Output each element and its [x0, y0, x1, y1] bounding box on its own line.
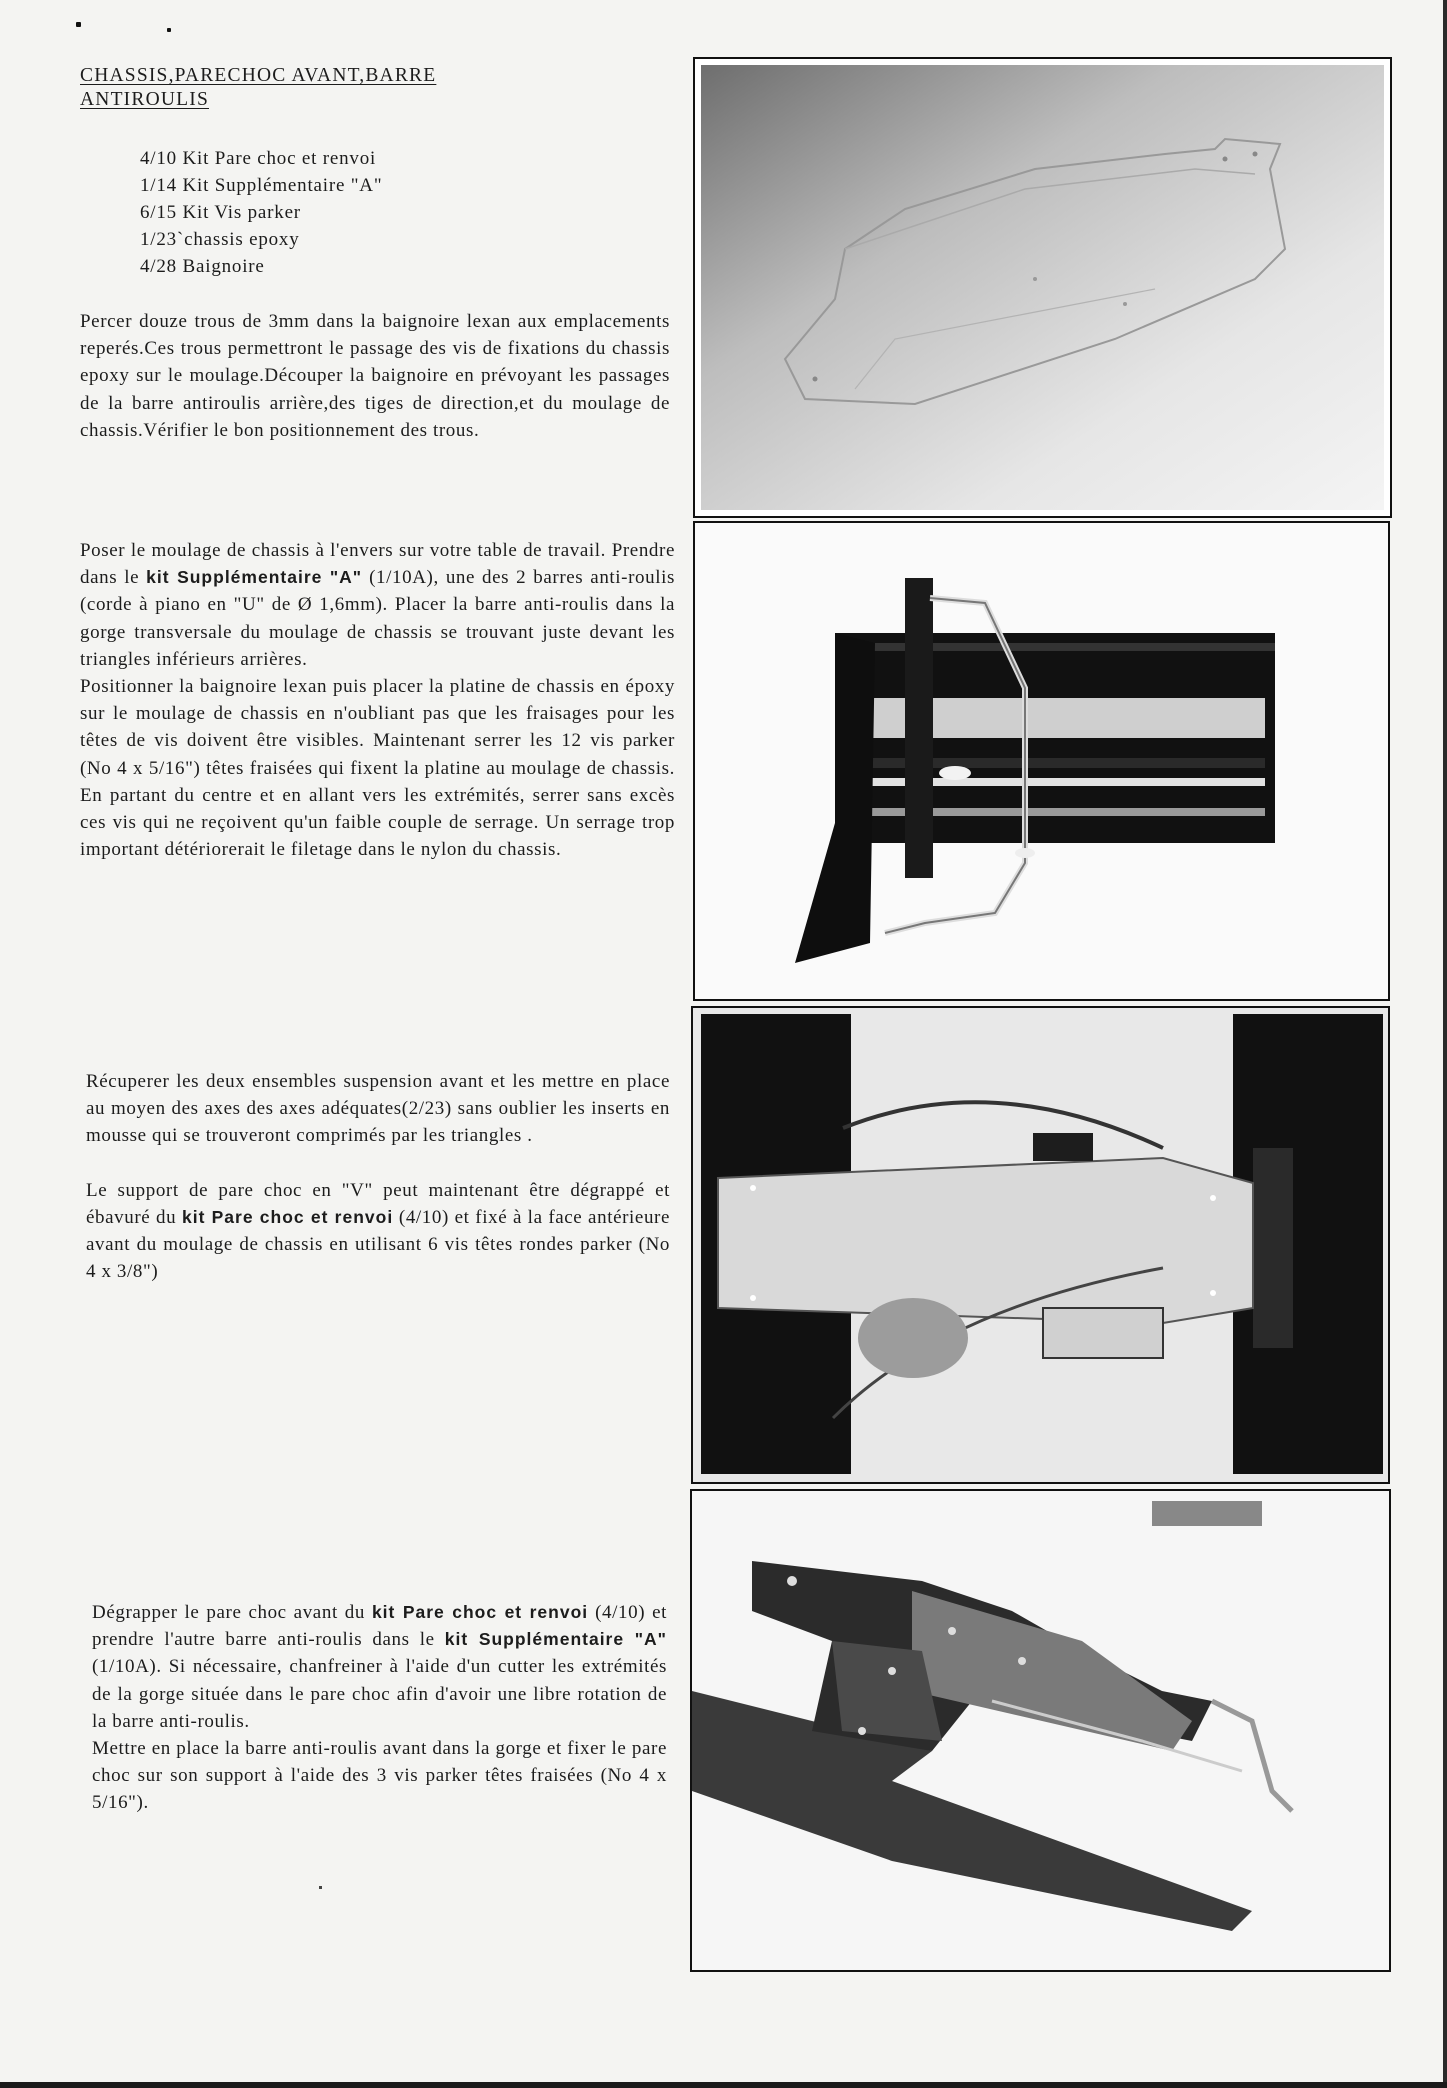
step4-kit-name-2: kit Supplémentaire "A"	[444, 1629, 667, 1650]
section-title: CHASSIS,PARECHOC AVANT,BARRE ANTIROULIS	[80, 65, 437, 110]
stray-mark	[319, 1886, 322, 1889]
step2-paragraph-b: Positionner la baignoire lexan puis placer la platine de chassis en époxy sur le moulage de chassis en n'oubliant pas que les fraisages pour les têtes de vis doivent être visibles. Maintenant serrer les 12 vis parker (No 4 x 5/16") têtes fraisées qui fixent la platine au moulage de chassis. En partant du centre et en allant vers les extrémités, serrer sans excès ces vis qui ne reçoivent qu'un faible couple de serrage. Un serrage trop important détériorerait le filetage dans le nylon du chassis.	[80, 676, 675, 861]
punch-mark-right	[167, 28, 171, 32]
step4-kit-name-1: kit Pare choc et renvoi	[371, 1602, 589, 1622]
step2-kit-name: kit Supplémentaire "A"	[146, 567, 363, 588]
scan-edge-right	[1443, 0, 1447, 2088]
photo-lexan-tub	[693, 57, 1392, 518]
step3-kit-name: kit Pare choc et renvoi	[181, 1206, 394, 1227]
parts-list-item: 4/28 Baignoire	[140, 256, 265, 277]
photo-front-bumper	[690, 1489, 1391, 1972]
parts-list-item: 6/15 Kit Vis parker	[140, 202, 301, 223]
step2-text	[80, 537, 675, 863]
step3-paragraph-b: Le support de pare choc en "V" peut maintenant être dégrappé et ébavuré du kit Pare choc et renvoi (4/10) et fixé à la face antérieure avant du moulage de chassis en utilisant 6 vis têtes rondes parker (No 4 x 3/8")	[86, 1179, 671, 1283]
step1-paragraph: Percer douze trous de 3mm dans la baignoire lexan aux emplacements reperés.Ces trous permettront le passage des vis de fixations du chassis epoxy sur le moulage.Découper la baignoire en prévoyant les passages de la barre antiroulis arrière,des tiges de direction,et du moulage de chassis.Vérifier le bon positionnement des trous.	[80, 311, 670, 441]
step2-paragraph-a: Poser le moulage de chassis à l'envers sur votre table de travail. Prendre dans le kit Supplémentaire "A" (1/10A), une des 2 barres anti-roulis (corde à piano en "U" de Ø 1,6mm). Placer la barre anti-roulis dans la gorge transversale du moulage de chassis se trouvant juste devant les triangles inférieurs arrières.	[80, 540, 675, 670]
step4-paragraph-a: Dégrapper le pare choc avant du kit Pare choc et renvoi (4/10) et prendre l'autre barre anti-roulis dans le kit Supplémentaire "A" (1/10A). Si nécessaire, chanfreiner à l'aide d'un cutter les extrémités de la gorge située dans le pare choc afin d'avoir une libre rotation de la barre anti-roulis.	[92, 1602, 668, 1732]
step4-paragraph-b: Mettre en place la barre anti-roulis avant dans la gorge et fixer le pare choc sur son support à l'aide des 3 vis parker têtes fraisées (No 4 x 5/16").	[92, 1738, 667, 1814]
scan-edge-bottom	[0, 2082, 1447, 2088]
step4-text	[92, 1599, 667, 1817]
parts-list	[140, 145, 382, 280]
punch-mark-left	[76, 22, 81, 27]
step1-text	[80, 308, 670, 444]
photo-chassis-suspension-top	[691, 1006, 1390, 1484]
step3-paragraph-a: Récuperer les deux ensembles suspension avant et les mettre en place au moyen des axes des axes adéquates(2/23) sans oublier les inserts en mousse qui se trouveront comprimés par les triangles .	[86, 1071, 670, 1147]
parts-list-item: 1/23`chassis epoxy	[140, 229, 300, 250]
parts-list-item: 1/14 Kit Supplémentaire "A"	[140, 175, 383, 196]
step3-text	[86, 1068, 670, 1285]
parts-list-item: 4/10 Kit Pare choc et renvoi	[140, 148, 377, 169]
photo-chassis-antiroll-bar	[693, 521, 1390, 1001]
